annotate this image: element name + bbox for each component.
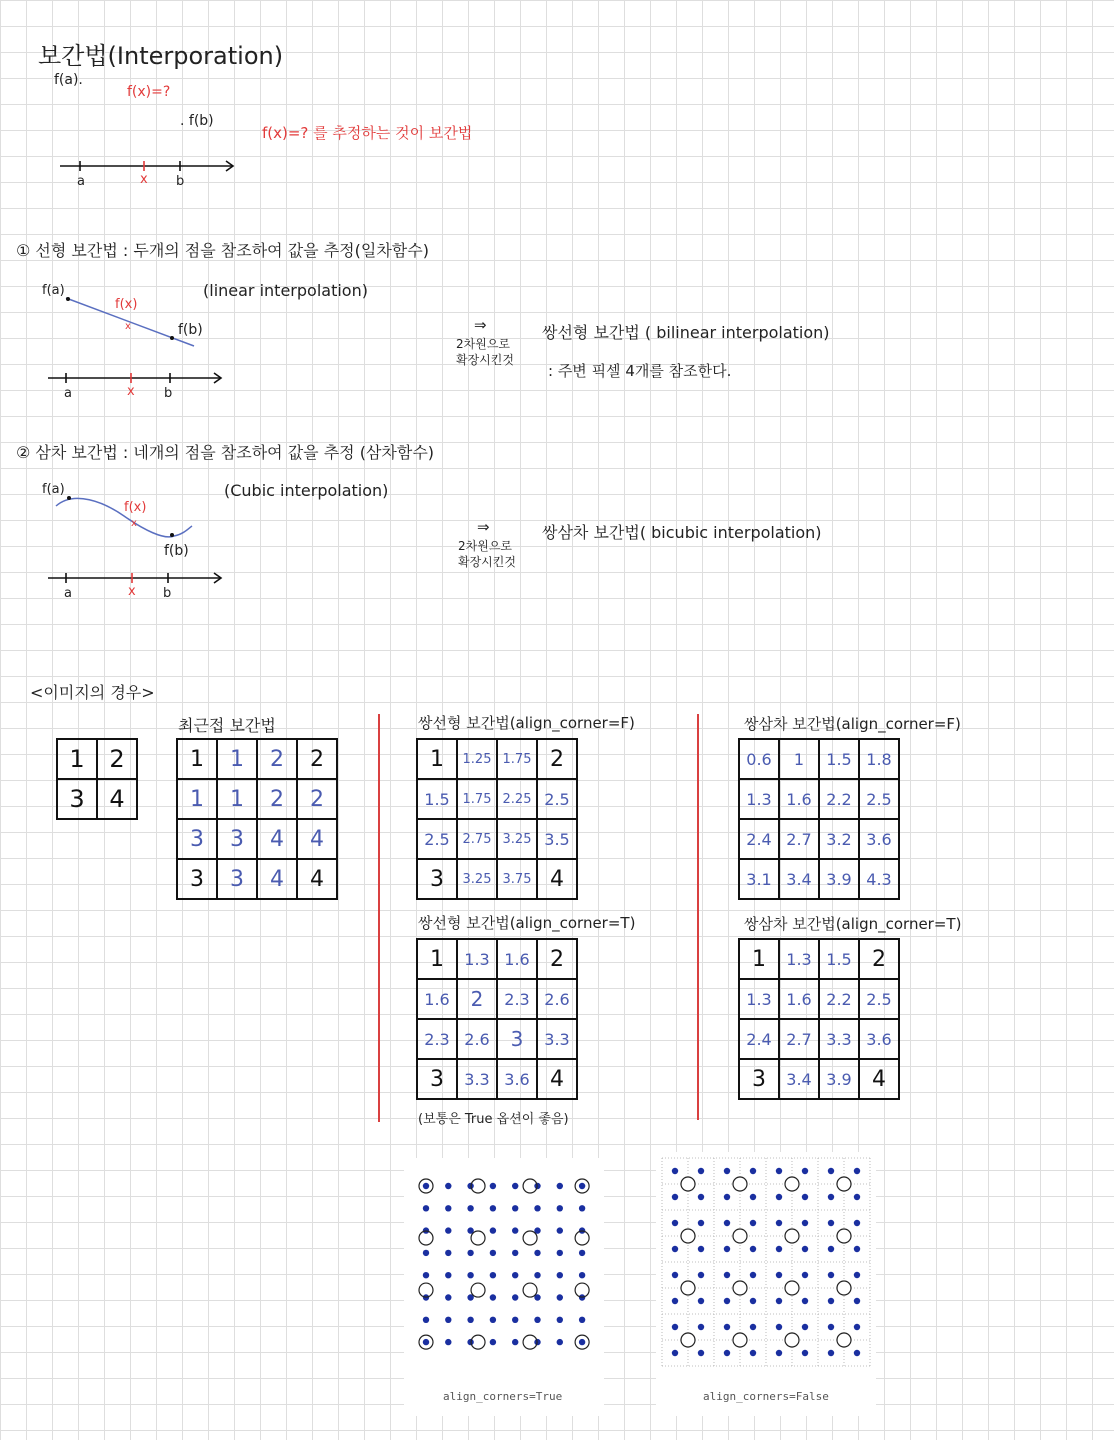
cubic-arrow-note2: 확장시킨것 [458, 555, 516, 569]
grid-cell: 4 [297, 859, 337, 899]
output-pixel-dot [698, 1168, 704, 1174]
intro-axis [56, 156, 256, 196]
divider-line-2 [697, 714, 699, 1120]
bicubic-t-grid [738, 938, 900, 1100]
grid-cell: 1.8 [859, 739, 899, 779]
grid-cell: 4 [537, 1059, 577, 1099]
grid-cell: 0.6 [739, 739, 779, 779]
output-pixel-dot [467, 1272, 473, 1278]
output-pixel-dot [467, 1317, 473, 1323]
output-pixel-dot [802, 1194, 808, 1200]
output-pixel-dot [579, 1183, 585, 1189]
linear-fa-label: f(a) [42, 283, 65, 298]
output-pixel-dot [490, 1183, 496, 1189]
grid-cell: 2.25 [497, 779, 537, 819]
grid-cell: 2.5 [537, 779, 577, 819]
grid-cell: 2.7 [779, 1019, 819, 1059]
grid-cell: 1 [177, 779, 217, 819]
output-pixel-dot [802, 1168, 808, 1174]
input-pixel-circle [837, 1177, 851, 1191]
grid-cell: 3.9 [819, 859, 859, 899]
cubic-heading: ② 삼차 보간법 : 네개의 점을 참조하여 값을 추정 (삼차함수) [16, 443, 435, 462]
output-pixel-dot [828, 1298, 834, 1304]
output-pixel-dot [698, 1324, 704, 1330]
grid-cell: 1.3 [739, 779, 779, 819]
output-pixel-dot [579, 1205, 585, 1211]
output-pixel-dot [490, 1227, 496, 1233]
output-pixel-dot [750, 1298, 756, 1304]
output-pixel-dot [724, 1194, 730, 1200]
input-pixel-circle [681, 1229, 695, 1243]
output-pixel-dot [423, 1183, 429, 1189]
grid-cell: 2 [257, 739, 297, 779]
grid-cell: 2 [257, 779, 297, 819]
input-pixel-circle [785, 1177, 799, 1191]
bicubic-f-grid [738, 738, 900, 900]
output-pixel-dot [802, 1298, 808, 1304]
bicubic-f-title: 쌍삼차 보간법(align_corner=F) [744, 715, 961, 733]
grid-cell: 2.75 [457, 819, 497, 859]
input-pixel-circle [471, 1231, 485, 1245]
linear-fx-label: f(x) [115, 297, 138, 312]
input-pixel-circle [681, 1281, 695, 1295]
output-pixel-dot [512, 1183, 518, 1189]
output-pixel-dot [854, 1272, 860, 1278]
input-pixel-circle [837, 1281, 851, 1295]
grid-cell: 3 [217, 819, 257, 859]
linear-axis-b: b [164, 386, 173, 401]
output-pixel-dot [828, 1194, 834, 1200]
output-pixel-dot [724, 1272, 730, 1278]
output-pixel-dot [802, 1220, 808, 1226]
grid-cell: 4 [859, 1059, 899, 1099]
output-pixel-dot [672, 1324, 678, 1330]
output-pixel-dot [750, 1272, 756, 1278]
output-pixel-dot [445, 1294, 451, 1300]
output-pixel-dot [776, 1324, 782, 1330]
output-pixel-dot [512, 1227, 518, 1233]
output-pixel-dot [534, 1317, 540, 1323]
output-pixel-dot [750, 1194, 756, 1200]
input-pixel-circle [785, 1229, 799, 1243]
cubic-arrow: ⇒ [477, 518, 490, 536]
output-pixel-dot [512, 1272, 518, 1278]
output-pixel-dot [802, 1350, 808, 1356]
output-pixel-dot [557, 1183, 563, 1189]
grid-cell: 2.5 [417, 819, 457, 859]
grid-cell: 1 [739, 939, 779, 979]
bicubic-extension-title: 쌍삼차 보간법( bicubic interpolation) [542, 523, 822, 542]
grid-cell: 4 [97, 779, 137, 819]
output-pixel-dot [698, 1350, 704, 1356]
output-pixel-dot [802, 1272, 808, 1278]
output-pixel-dot [512, 1317, 518, 1323]
output-pixel-dot [490, 1317, 496, 1323]
cubic-axis-x: x [128, 584, 136, 599]
grid-cell: 3 [417, 1059, 457, 1099]
nearest-grid [176, 738, 338, 900]
grid-cell: 3.25 [457, 859, 497, 899]
bilinear-t-grid [416, 938, 578, 1100]
output-pixel-dot [854, 1220, 860, 1226]
output-pixel-dot [724, 1350, 730, 1356]
output-pixel-dot [557, 1205, 563, 1211]
linear-arrow: ⇒ [474, 316, 487, 334]
grid-cell: 4 [297, 819, 337, 859]
grid-cell: 2.4 [739, 1019, 779, 1059]
grid-cell: 4 [257, 859, 297, 899]
input-pixel-circle [785, 1333, 799, 1347]
grid-cell: 2.4 [739, 819, 779, 859]
linear-heading: ① 선형 보간법 : 두개의 점을 참조하여 값을 추정(일차함수) [16, 241, 429, 260]
output-pixel-dot [802, 1246, 808, 1252]
output-pixel-dot [854, 1324, 860, 1330]
output-pixel-dot [854, 1350, 860, 1356]
grid-cell: 1.5 [417, 779, 457, 819]
grid-cell: 2.2 [819, 979, 859, 1019]
output-pixel-dot [579, 1339, 585, 1345]
grid-cell: 1.3 [779, 939, 819, 979]
output-pixel-dot [698, 1246, 704, 1252]
output-pixel-dot [854, 1298, 860, 1304]
grid-cell: 1.5 [819, 939, 859, 979]
output-pixel-dot [724, 1246, 730, 1252]
output-pixel-dot [490, 1272, 496, 1278]
output-pixel-dot [750, 1350, 756, 1356]
output-pixel-dot [828, 1350, 834, 1356]
output-pixel-dot [579, 1272, 585, 1278]
intro-note: f(x)=? 를 추정하는 것이 보간법 [262, 124, 473, 142]
output-pixel-dot [445, 1205, 451, 1211]
cubic-fa-label: f(a) [42, 482, 65, 497]
grid-cell: 1.6 [779, 979, 819, 1019]
intro-axis-a: a [77, 174, 85, 189]
output-pixel-dot [776, 1220, 782, 1226]
grid-cell: 3 [177, 859, 217, 899]
output-pixel-dot [557, 1227, 563, 1233]
grid-cell: 2 [457, 979, 497, 1019]
output-pixel-dot [490, 1294, 496, 1300]
output-pixel-dot [445, 1250, 451, 1256]
output-pixel-dot [579, 1250, 585, 1256]
output-pixel-dot [557, 1294, 563, 1300]
output-pixel-dot [854, 1194, 860, 1200]
nearest-title: 최근접 보간법 [178, 716, 276, 735]
grid-cell: 4 [257, 819, 297, 859]
output-pixel-dot [828, 1246, 834, 1252]
output-pixel-dot [828, 1168, 834, 1174]
output-pixel-dot [698, 1272, 704, 1278]
intro-fa-label: f(a). [54, 72, 83, 88]
original-grid [56, 738, 138, 820]
input-pixel-circle [733, 1177, 747, 1191]
grid-cell: 1.75 [457, 779, 497, 819]
cubic-fx-label: f(x) [124, 500, 147, 515]
grid-cell: 3 [217, 859, 257, 899]
output-pixel-dot [490, 1339, 496, 1345]
grid-cell: 3 [497, 1019, 537, 1059]
input-pixel-circle [733, 1281, 747, 1295]
grid-cell: 2 [297, 739, 337, 779]
output-pixel-dot [512, 1339, 518, 1345]
output-pixel-dot [512, 1294, 518, 1300]
grid-cell: 2.5 [859, 979, 899, 1019]
grid-cell: 4 [537, 859, 577, 899]
linear-axis-x: x [127, 384, 135, 399]
grid-cell: 3.4 [779, 1059, 819, 1099]
input-pixel-circle [523, 1283, 537, 1297]
input-pixel-circle [523, 1231, 537, 1245]
linear-arrow-note1: 2차원으로 [456, 337, 511, 351]
grid-cell: 1.3 [739, 979, 779, 1019]
cubic-arrow-note1: 2차원으로 [458, 539, 513, 553]
grid-cell: 2.3 [497, 979, 537, 1019]
grid-cell: 2 [297, 779, 337, 819]
grid-cell: 2.6 [457, 1019, 497, 1059]
output-pixel-dot [776, 1298, 782, 1304]
cubic-english: (Cubic interpolation) [224, 481, 389, 500]
page-title: 보간법(Interporation) [38, 42, 284, 70]
bilinear-extension-note: : 주변 픽셀 4개를 참조한다. [548, 362, 732, 380]
grid-cell: 2.2 [819, 779, 859, 819]
output-pixel-dot [724, 1220, 730, 1226]
grid-cell: 2.7 [779, 819, 819, 859]
linear-arrow-note2: 확장시킨것 [456, 353, 514, 367]
image-case-heading: <이미지의 경우> [30, 683, 155, 702]
intro-fx-label: f(x)=? [127, 84, 171, 100]
output-pixel-dot [776, 1194, 782, 1200]
grid-cell: 1.6 [779, 779, 819, 819]
intro-fb-label: . f(b) [180, 113, 214, 129]
output-pixel-dot [534, 1250, 540, 1256]
output-pixel-dot [557, 1339, 563, 1345]
cubic-fb-label: f(b) [164, 543, 189, 559]
grid-cell: 1 [417, 939, 457, 979]
grid-cell: 3.1 [739, 859, 779, 899]
grid-cell: 3 [739, 1059, 779, 1099]
intro-axis-x: x [140, 172, 148, 187]
align-false-caption: align_corners=False [703, 1390, 829, 1403]
grid-cell: 1 [217, 739, 257, 779]
linear-graph [44, 280, 244, 390]
output-pixel-dot [672, 1246, 678, 1252]
input-pixel-circle [733, 1229, 747, 1243]
cubic-graph [44, 480, 244, 590]
output-pixel-dot [698, 1298, 704, 1304]
output-pixel-dot [724, 1168, 730, 1174]
grid-cell: 3.3 [457, 1059, 497, 1099]
output-pixel-dot [724, 1298, 730, 1304]
output-pixel-dot [672, 1220, 678, 1226]
output-pixel-dot [423, 1317, 429, 1323]
output-pixel-dot [828, 1272, 834, 1278]
grid-cell: 3.25 [497, 819, 537, 859]
grid-cell: 1 [217, 779, 257, 819]
grid-cell: 1 [417, 739, 457, 779]
output-pixel-dot [557, 1250, 563, 1256]
grid-cell: 2 [537, 739, 577, 779]
output-pixel-dot [445, 1272, 451, 1278]
output-pixel-dot [490, 1205, 496, 1211]
grid-cell: 3.5 [537, 819, 577, 859]
cubic-axis-a: a [64, 586, 72, 601]
grid-cell: 1.3 [457, 939, 497, 979]
output-pixel-dot [445, 1183, 451, 1189]
input-pixel-circle [785, 1281, 799, 1295]
intro-axis-b: b [176, 174, 185, 189]
grid-cell: 3 [417, 859, 457, 899]
bilinear-extension-title: 쌍선형 보간법 ( bilinear interpolation) [542, 323, 830, 342]
grid-cell: 1.5 [819, 739, 859, 779]
output-pixel-dot [750, 1220, 756, 1226]
input-pixel-circle [837, 1229, 851, 1243]
cubic-axis-b: b [163, 586, 172, 601]
output-pixel-dot [698, 1220, 704, 1226]
linear-axis-a: a [64, 386, 72, 401]
output-pixel-dot [445, 1227, 451, 1233]
output-pixel-dot [776, 1168, 782, 1174]
output-pixel-dot [854, 1168, 860, 1174]
output-pixel-dot [776, 1350, 782, 1356]
output-pixel-dot [672, 1350, 678, 1356]
grid-cell: 2 [97, 739, 137, 779]
linear-fb-label: f(b) [178, 322, 203, 338]
output-pixel-dot [750, 1168, 756, 1174]
grid-cell: 1 [177, 739, 217, 779]
output-pixel-dot [467, 1250, 473, 1256]
grid-cell: 1.75 [497, 739, 537, 779]
output-pixel-dot [672, 1194, 678, 1200]
output-pixel-dot [672, 1168, 678, 1174]
grid-cell: 4.3 [859, 859, 899, 899]
align-corners-false-figure [660, 1156, 872, 1368]
output-pixel-dot [557, 1317, 563, 1323]
grid-cell: 2.6 [537, 979, 577, 1019]
output-pixel-dot [776, 1272, 782, 1278]
svg-text:x: x [125, 321, 131, 332]
grid-cell: 3 [177, 819, 217, 859]
grid-cell: 2 [859, 939, 899, 979]
bilinear-f-title: 쌍선형 보간법(align_corner=F) [418, 714, 635, 732]
grid-cell: 1.25 [457, 739, 497, 779]
input-pixel-circle [471, 1283, 485, 1297]
output-pixel-dot [445, 1317, 451, 1323]
grid-cell: 3.75 [497, 859, 537, 899]
output-pixel-dot [423, 1339, 429, 1345]
output-pixel-dot [698, 1194, 704, 1200]
grid-cell: 2 [537, 939, 577, 979]
grid-cell: 3.9 [819, 1059, 859, 1099]
output-pixel-dot [724, 1324, 730, 1330]
bilinear-t-title: 쌍선형 보간법(align_corner=T) [418, 914, 636, 932]
grid-cell: 3.6 [859, 819, 899, 859]
grid-cell: 3.6 [497, 1059, 537, 1099]
output-pixel-dot [534, 1272, 540, 1278]
grid-cell: 3.4 [779, 859, 819, 899]
output-pixel-dot [445, 1339, 451, 1345]
grid-cell: 1.6 [497, 939, 537, 979]
output-pixel-dot [854, 1246, 860, 1252]
output-pixel-dot [750, 1246, 756, 1252]
output-pixel-dot [512, 1250, 518, 1256]
svg-text:x: x [131, 518, 137, 529]
grid-cell: 1 [57, 739, 97, 779]
output-pixel-dot [672, 1272, 678, 1278]
output-pixel-dot [467, 1205, 473, 1211]
bilinear-note: (보통은 True 옵션이 좋음) [418, 1112, 569, 1127]
output-pixel-dot [534, 1205, 540, 1211]
output-pixel-dot [750, 1324, 756, 1330]
output-pixel-dot [423, 1250, 429, 1256]
divider-line-1 [378, 714, 380, 1122]
output-pixel-dot [512, 1205, 518, 1211]
output-pixel-dot [828, 1324, 834, 1330]
grid-cell: 3.3 [537, 1019, 577, 1059]
grid-cell: 1 [779, 739, 819, 779]
align-true-caption: align_corners=True [443, 1390, 563, 1403]
input-pixel-circle [733, 1333, 747, 1347]
bilinear-f-grid [416, 738, 578, 900]
align-corners-true-figure [404, 1160, 604, 1360]
output-pixel-dot [423, 1205, 429, 1211]
grid-cell: 3.3 [819, 1019, 859, 1059]
input-pixel-circle [837, 1333, 851, 1347]
grid-cell: 1.6 [417, 979, 457, 1019]
grid-cell: 3.6 [859, 1019, 899, 1059]
bicubic-t-title: 쌍삼차 보간법(align_corner=T) [744, 915, 962, 933]
output-pixel-dot [557, 1272, 563, 1278]
output-pixel-dot [423, 1272, 429, 1278]
grid-cell: 3.2 [819, 819, 859, 859]
output-pixel-dot [490, 1250, 496, 1256]
output-pixel-dot [802, 1324, 808, 1330]
grid-cell: 3 [57, 779, 97, 819]
output-pixel-dot [828, 1220, 834, 1226]
output-pixel-dot [579, 1317, 585, 1323]
grid-cell: 2.3 [417, 1019, 457, 1059]
output-pixel-dot [776, 1246, 782, 1252]
grid-cell: 2.5 [859, 779, 899, 819]
output-pixel-dot [672, 1298, 678, 1304]
input-pixel-circle [681, 1333, 695, 1347]
input-pixel-circle [681, 1177, 695, 1191]
linear-english: (linear interpolation) [203, 281, 368, 300]
